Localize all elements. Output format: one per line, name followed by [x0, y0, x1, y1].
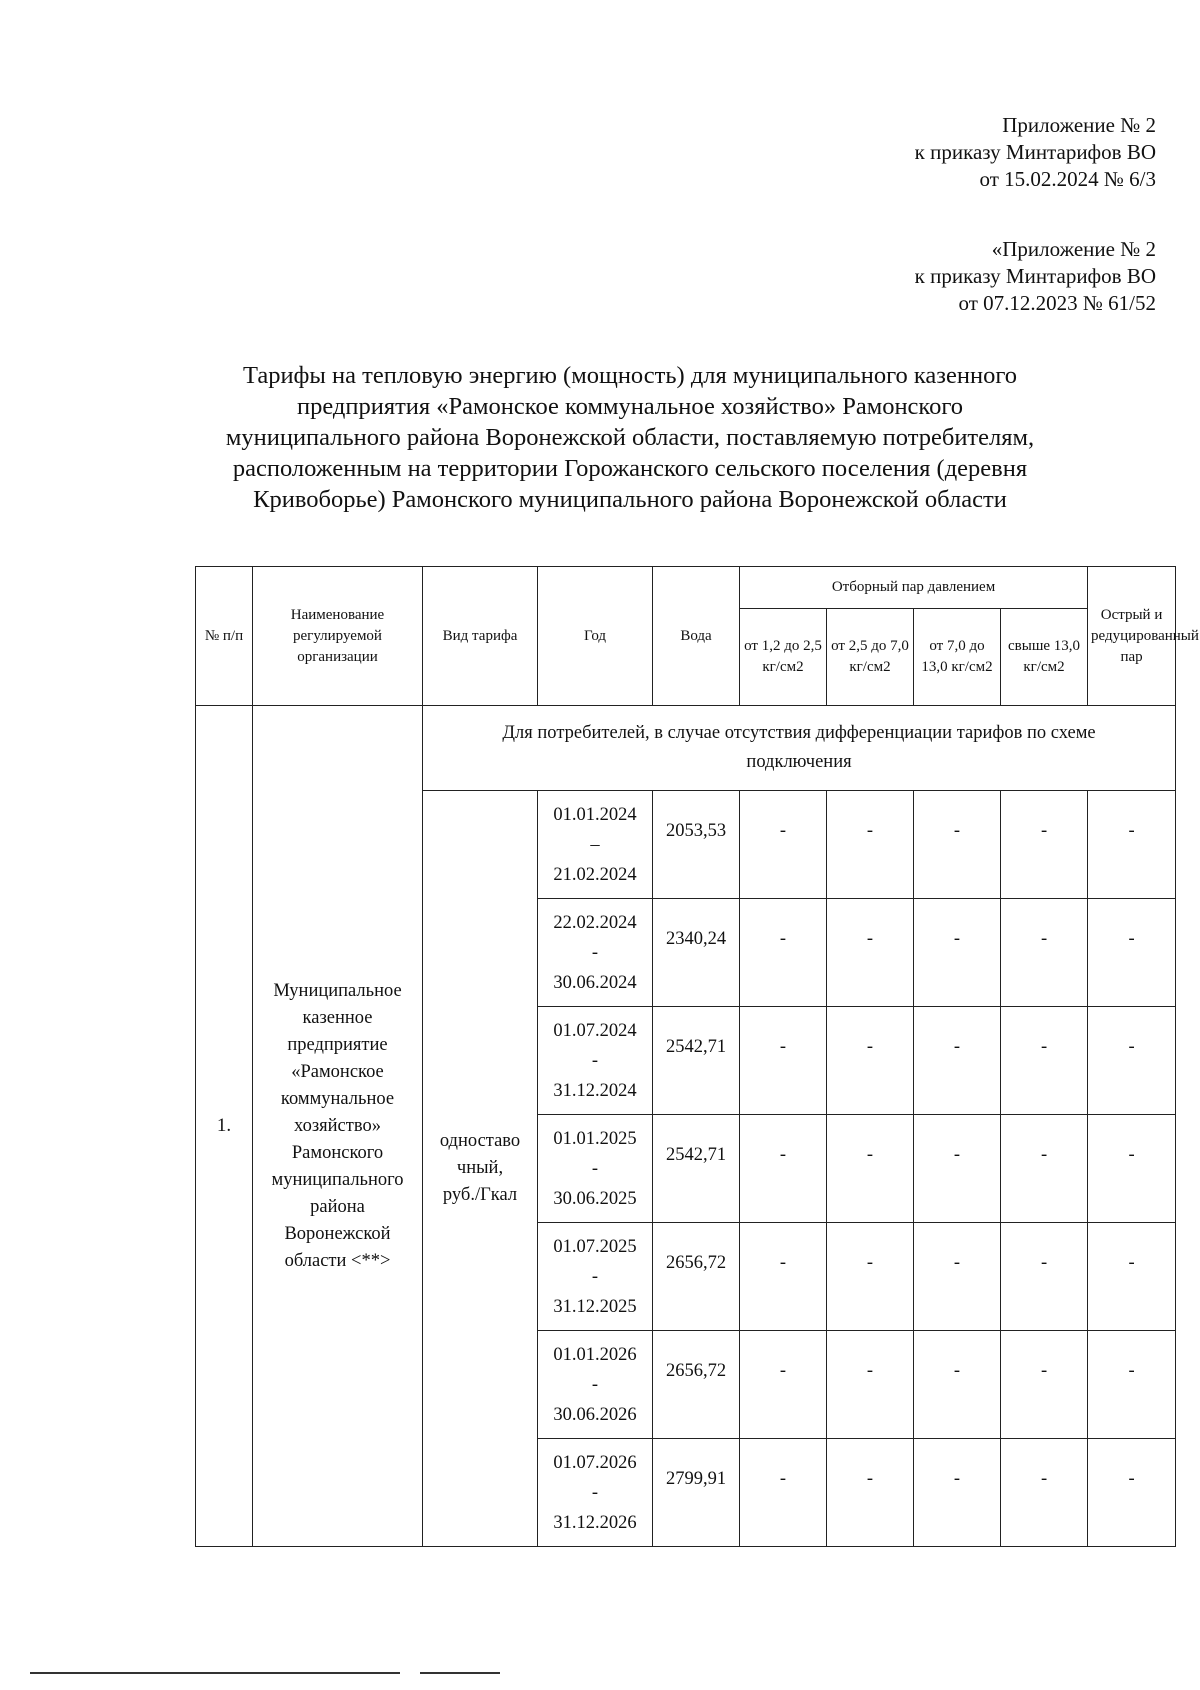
steam-3-value: -: [914, 1115, 1001, 1223]
org-line: хозяйство»: [294, 1115, 381, 1136]
appendix-line: к приказу Минтарифов ВО: [914, 140, 1156, 164]
org-line: Муниципальное: [273, 980, 402, 1001]
period-to: 31.12.2025: [553, 1296, 637, 1317]
water-value: 2656,72: [653, 1331, 740, 1439]
header-tariff-type: Вид тарифа: [423, 567, 538, 706]
org-line: коммунальное: [280, 1088, 395, 1109]
steam-3-value: -: [914, 899, 1001, 1007]
period-to: 30.06.2026: [553, 1404, 637, 1425]
period-sep: -: [591, 1158, 599, 1179]
steam-2-value: -: [827, 1007, 914, 1115]
period-from: 22.02.2024: [553, 912, 637, 933]
footer-rule: [30, 1672, 400, 1674]
org-line: предприятие: [287, 1034, 388, 1055]
appendix-line: от 07.12.2023 № 61/52: [958, 291, 1156, 315]
period-sep: -: [591, 1482, 599, 1503]
header-num: № п/п: [196, 567, 253, 706]
document-title: [150, 360, 1110, 515]
period-sep: –: [590, 834, 600, 855]
steam-1-value: -: [740, 1331, 827, 1439]
period-cell: [538, 1223, 653, 1331]
org-line: «Рамонское: [291, 1061, 384, 1082]
steam-2-value: -: [827, 791, 914, 899]
org-line: области <**>: [284, 1250, 391, 1271]
steam-1-value: -: [740, 1439, 827, 1547]
acute-steam-value: -: [1088, 1439, 1176, 1547]
period-to: 21.02.2024: [553, 864, 637, 885]
steam-4-value: -: [1001, 899, 1088, 1007]
quoted-appendix-reference: [915, 236, 1156, 317]
title-line: Тарифы на тепловую энергию (мощность) для муниципального казенного: [242, 362, 1018, 389]
row-number: 1.: [196, 706, 253, 1547]
period-cell: [538, 791, 653, 899]
period-from: 01.07.2024: [553, 1020, 637, 1041]
tariff-table: [195, 566, 1199, 1547]
period-to: 31.12.2026: [553, 1512, 637, 1533]
period-sep: -: [591, 1374, 599, 1395]
header-steam-3: от 7,0 до 13,0 кг/см2: [914, 609, 1001, 706]
water-value: 2340,24: [653, 899, 740, 1007]
steam-3-value: -: [914, 1223, 1001, 1331]
steam-3-value: -: [914, 1439, 1001, 1547]
organization-name: [253, 706, 423, 1547]
header-org: Наименование регулируемой организации: [253, 567, 423, 706]
appendix-reference: [915, 112, 1156, 193]
steam-1-value: -: [740, 899, 827, 1007]
header-steam-1: от 1,2 до 2,5 кг/см2: [740, 609, 827, 706]
header-steam-2: от 2,5 до 7,0 кг/см2: [827, 609, 914, 706]
header-acute-steam: Острый и редуцированный пар: [1088, 567, 1176, 706]
acute-steam-value: -: [1088, 1115, 1176, 1223]
steam-4-value: -: [1001, 1223, 1088, 1331]
footer-rule: [420, 1672, 500, 1674]
title-line: муниципального района Воронежской области, поставляемую потребителям,: [225, 424, 1035, 451]
subheader-line: подключения: [746, 752, 852, 772]
water-value: 2053,53: [653, 791, 740, 899]
steam-1-value: -: [740, 1115, 827, 1223]
org-line: муниципального: [271, 1169, 404, 1190]
appendix-line: «Приложение № 2: [991, 237, 1156, 261]
steam-4-value: -: [1001, 1007, 1088, 1115]
steam-3-value: -: [914, 791, 1001, 899]
subheader-line: Для потребителей, в случае отсутствия дифференциации тарифов по схеме: [502, 723, 1096, 743]
period-from: 01.01.2024: [553, 804, 637, 825]
title-line: расположенным на территории Горожанского сельского поселения (деревня: [232, 455, 1028, 482]
period-sep: -: [591, 942, 599, 963]
header-water: Вода: [653, 567, 740, 706]
period-cell: [538, 1007, 653, 1115]
period-to: 30.06.2024: [553, 972, 637, 993]
acute-steam-value: -: [1088, 899, 1176, 1007]
period-from: 01.01.2025: [553, 1128, 637, 1149]
tariff-type: [423, 791, 538, 1547]
period-from: 01.01.2026: [553, 1344, 637, 1365]
org-line: Рамонского: [291, 1142, 384, 1163]
steam-2-value: -: [827, 1115, 914, 1223]
steam-4-value: -: [1001, 1439, 1088, 1547]
period-to: 30.06.2025: [553, 1188, 637, 1209]
tariff-type-line: руб./Гкал: [442, 1185, 518, 1205]
period-cell: [538, 1115, 653, 1223]
steam-1-value: -: [740, 791, 827, 899]
appendix-line: Приложение № 2: [1002, 113, 1156, 137]
water-value: 2799,91: [653, 1439, 740, 1547]
consumer-subheader: [423, 706, 1176, 791]
period-sep: -: [591, 1266, 599, 1287]
period-sep: -: [591, 1050, 599, 1071]
steam-4-value: -: [1001, 1331, 1088, 1439]
header-steam-group: Отборный пар давлением: [740, 567, 1088, 609]
header-steam-4: свыше 13,0 кг/см2: [1001, 609, 1088, 706]
tariff-type-line: чный,: [456, 1158, 504, 1178]
tariff-type-line: одноставо: [439, 1131, 521, 1151]
appendix-line: к приказу Минтарифов ВО: [914, 264, 1156, 288]
acute-steam-value: -: [1088, 1331, 1176, 1439]
period-cell: [538, 1439, 653, 1547]
period-from: 01.07.2026: [553, 1452, 637, 1473]
water-value: 2656,72: [653, 1223, 740, 1331]
period-to: 31.12.2024: [553, 1080, 637, 1101]
steam-1-value: -: [740, 1223, 827, 1331]
period-cell: [538, 899, 653, 1007]
steam-2-value: -: [827, 1439, 914, 1547]
steam-3-value: -: [914, 1331, 1001, 1439]
period-cell: [538, 1331, 653, 1439]
steam-4-value: -: [1001, 1115, 1088, 1223]
org-line: Воронежской: [284, 1223, 391, 1244]
org-line: района: [310, 1196, 365, 1217]
period-from: 01.07.2025: [553, 1236, 637, 1257]
steam-2-value: -: [827, 1331, 914, 1439]
title-line: Кривоборье) Рамонского муниципального района Воронежской области: [253, 486, 1007, 513]
title-line: предприятия «Рамонское коммунальное хозяйство» Рамонского: [296, 393, 964, 420]
water-value: 2542,71: [653, 1007, 740, 1115]
steam-4-value: -: [1001, 791, 1088, 899]
header-year: Год: [538, 567, 653, 706]
steam-2-value: -: [827, 899, 914, 1007]
steam-2-value: -: [827, 1223, 914, 1331]
acute-steam-value: -: [1088, 1223, 1176, 1331]
steam-3-value: -: [914, 1007, 1001, 1115]
appendix-line: от 15.02.2024 № 6/3: [979, 167, 1156, 191]
acute-steam-value: -: [1088, 791, 1176, 899]
steam-1-value: -: [740, 1007, 827, 1115]
acute-steam-value: -: [1088, 1007, 1176, 1115]
water-value: 2542,71: [653, 1115, 740, 1223]
org-line: казенное: [302, 1007, 373, 1028]
